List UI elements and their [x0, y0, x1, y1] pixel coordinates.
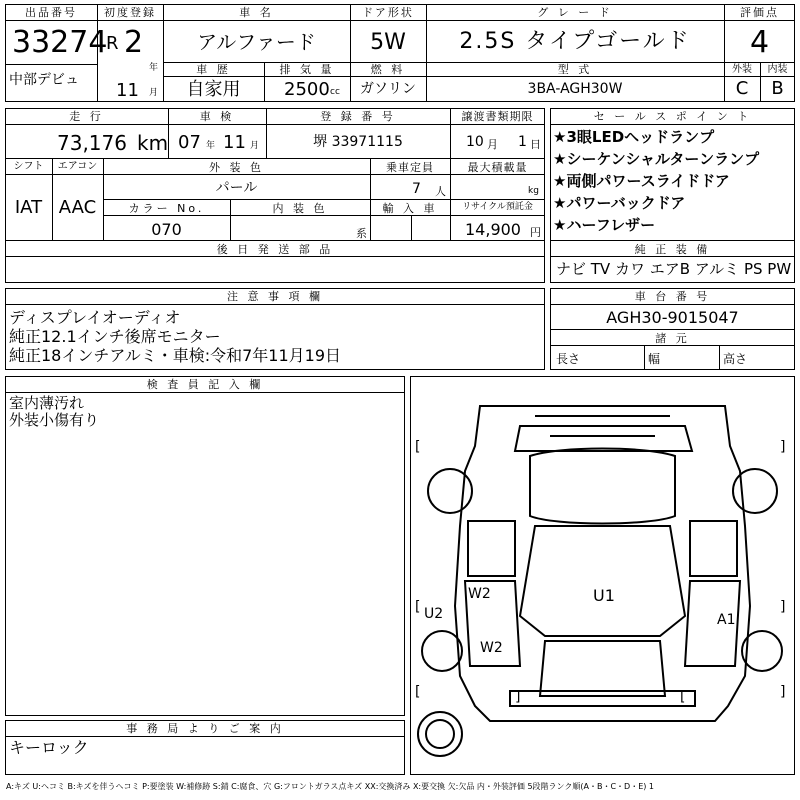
vehicle-diagram — [410, 376, 795, 775]
door-label: ドア形状 — [362, 6, 414, 19]
rear-right-wheel — [742, 631, 782, 671]
bracket: ] — [780, 599, 786, 615]
transfer-day-unit: 日 — [530, 138, 541, 151]
left-front-door — [468, 521, 515, 576]
model-value: 3BA-AGH30W — [527, 81, 623, 97]
length-label: 長さ — [556, 352, 581, 366]
damage-mark-u2: U2 — [424, 606, 444, 622]
spare-wheel — [418, 712, 462, 756]
front-left-wheel — [428, 469, 472, 513]
right-front-door — [690, 521, 737, 576]
transfer-month-unit: 月 — [487, 138, 498, 151]
exterior-color-label: 外 装 色 — [209, 161, 264, 174]
inspection-label: 車 検 — [199, 110, 235, 123]
history-label: 車 歴 — [196, 63, 231, 76]
shift-label: シフト — [13, 161, 44, 172]
max-load-unit: kg — [528, 186, 539, 196]
rear-bumper — [510, 691, 695, 706]
inspector-title: 検 査 員 記 入 欄 — [146, 378, 264, 391]
damage-mark-w2-rear: W2 — [480, 640, 503, 656]
plate-value: 堺 33971115 — [313, 134, 403, 150]
grade-value: 2.5S タイプゴールド — [459, 29, 691, 54]
width-label: 幅 — [648, 352, 661, 366]
bracket: [ — [415, 599, 421, 615]
cabin-panel — [520, 526, 685, 636]
bracket: [ — [415, 439, 421, 455]
bracket: [ — [415, 684, 421, 700]
displacement-unit: cc — [330, 87, 340, 97]
color-number-label: カラー No. — [128, 202, 205, 215]
ac-value: AAC — [58, 197, 97, 218]
displacement-label: 排 気 量 — [279, 63, 335, 76]
venue-label: 中部デビュ — [9, 72, 79, 88]
damage-mark-a1: A1 — [717, 612, 736, 628]
height-label: 高さ — [723, 352, 748, 366]
equipment-title: 純 正 装 備 — [634, 243, 711, 256]
rear-left-wheel — [422, 631, 462, 671]
inspector-line: 外装小傷有り — [9, 411, 100, 429]
mileage-value: 73,176 — [57, 131, 127, 155]
history-value: 自家用 — [186, 79, 241, 100]
exterior-score: C — [735, 78, 749, 99]
office-value: キーロック — [9, 738, 89, 757]
rear-panel — [540, 641, 665, 696]
bracket: [ — [680, 689, 686, 705]
fuel-value: ガソリン — [360, 81, 416, 97]
inspection-month-unit: 月 — [250, 141, 260, 151]
max-load-label: 最大積載量 — [467, 161, 528, 174]
inspection-month: 11 — [223, 132, 246, 153]
registration-month: 11 — [116, 80, 139, 101]
registration-year: 2 — [124, 25, 144, 60]
damage-mark-w2-front: W2 — [468, 586, 491, 602]
bracket: ] — [780, 684, 786, 700]
sales-point-item: ★3眼LEDヘッドランプ — [553, 128, 715, 146]
chassis-title: 車 台 番 号 — [634, 290, 711, 303]
recycle-value: 14,900 — [465, 220, 521, 239]
first-registration-label: 初度登録 — [104, 6, 156, 19]
spare-wheel-inner — [426, 720, 454, 748]
year-unit: 年 — [149, 63, 159, 73]
score-label: 評価点 — [740, 6, 779, 19]
interior-score-label: 内装 — [767, 64, 788, 75]
inspector-line: 室内薄汚れ — [9, 394, 85, 412]
capacity-label: 乗車定員 — [386, 161, 434, 174]
inspection-year-unit: 年 — [206, 141, 216, 151]
interior-color-unit: 系 — [356, 227, 367, 240]
later-parts-label: 後 日 発 送 部 品 — [216, 243, 334, 256]
transfer-deadline-label: 譲渡書類期限 — [461, 110, 534, 123]
chassis-number: AGH30-9015047 — [606, 308, 739, 327]
damage-mark-u1: U1 — [593, 586, 615, 605]
car-name-label: 車 名 — [239, 6, 274, 19]
sales-point-item: ★パワーバックドア — [553, 194, 686, 212]
model-label: 型 式 — [557, 63, 593, 76]
lot-number-label: 出品番号 — [25, 6, 77, 19]
interior-score: B — [771, 78, 784, 99]
notes-title: 注 意 事 項 欄 — [227, 290, 323, 303]
recycle-label: リサイクル預託金 — [462, 202, 533, 212]
hood-panel — [515, 426, 692, 451]
inspection-year: 07 — [178, 132, 201, 153]
color-number-value: 070 — [151, 220, 182, 239]
import-label: 輸 入 車 — [382, 202, 438, 215]
mileage-unit: km — [137, 131, 169, 155]
interior-color-label: 内 装 色 — [272, 202, 328, 215]
transfer-day: 1 — [518, 134, 527, 150]
ac-label: エアコン — [57, 161, 98, 172]
plate-label: 登 録 番 号 — [320, 110, 396, 123]
score-value: 4 — [749, 25, 770, 60]
era-letter: R — [106, 33, 119, 54]
door-value: 5W — [370, 30, 406, 55]
front-right-wheel — [733, 469, 777, 513]
shift-value: IAT — [14, 197, 43, 218]
body-outline — [455, 406, 750, 721]
lot-number: 33274 — [12, 25, 108, 60]
sales-point-item: ★シーケンシャルターンランプ — [553, 150, 760, 168]
transfer-month: 10 — [466, 134, 484, 150]
capacity-unit: 人 — [435, 185, 446, 198]
fuel-label: 燃 料 — [370, 63, 406, 76]
note-line: 純正18インチアルミ・車検:令和7年11月19日 — [9, 346, 342, 365]
month-unit: 月 — [149, 88, 159, 98]
specs-title: 諸 元 — [655, 332, 690, 345]
capacity-value: 7 — [412, 181, 421, 197]
car-name: アルファード — [197, 30, 316, 54]
sales-points-title: セ ー ル ス ポ イ ン ト — [593, 110, 752, 123]
equipment-value: ナビ TV カワ エアB アルミ PS PW — [556, 260, 792, 278]
note-line: ディスプレイオーディオ — [9, 308, 181, 327]
exterior-score-label: 外装 — [732, 64, 752, 75]
note-line: 純正12.1インチ後席モニター — [9, 327, 221, 346]
displacement-value: 2500 — [284, 79, 330, 100]
bracket: ] — [780, 439, 786, 455]
sales-point-item: ★両側パワースライドドア — [553, 172, 730, 190]
mileage-label: 走 行 — [69, 110, 104, 123]
sales-point-item: ★ハーフレザー — [553, 216, 656, 234]
roof-panel — [530, 449, 675, 524]
office-title: 事 務 局 よ り ご 案 内 — [126, 722, 284, 735]
exterior-color-value: パール — [215, 180, 258, 196]
recycle-unit: 円 — [530, 226, 541, 239]
grade-label: グ レ ー ド — [537, 6, 613, 19]
bracket: ] — [515, 689, 521, 705]
legend-text: A:キズ U:ヘコミ B:キズを伴うヘコミ P:要塗装 W:補修跡 S:錆 C:腐食、穴 G:フロントガラス点キズ XX:交換済み X:要交換 欠:欠品 内・外装評価 5段階ランク順(A・B・C・D・E) 1 — [6, 782, 655, 791]
